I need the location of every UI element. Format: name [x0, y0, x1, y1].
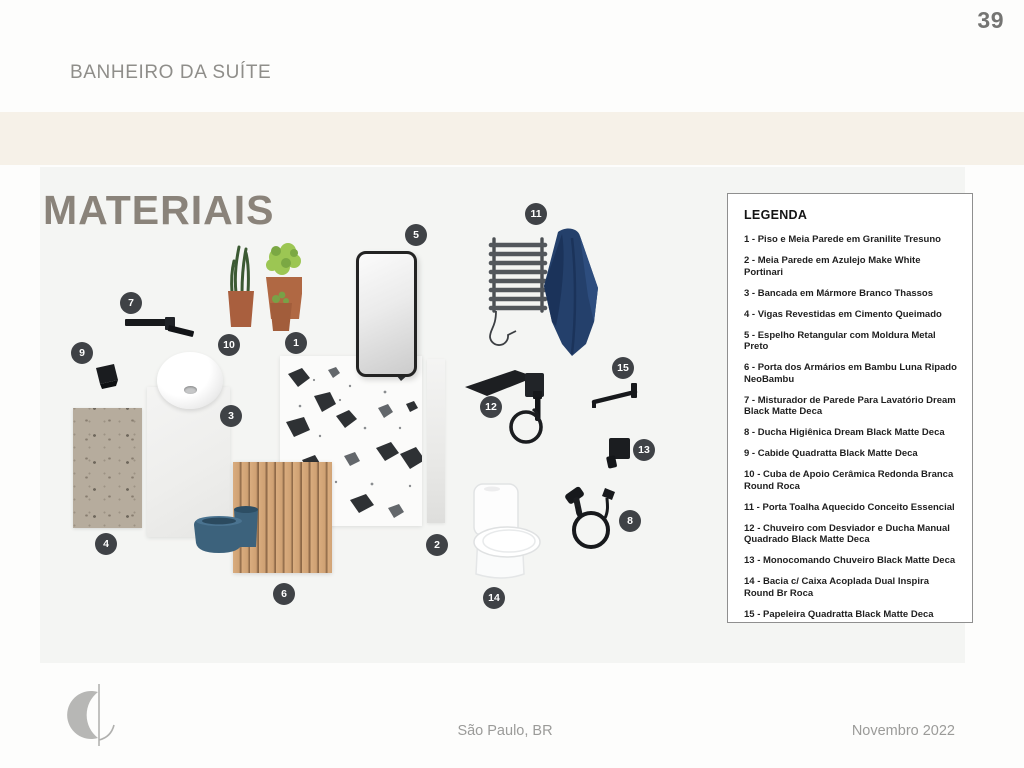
- legend-item: 12 - Chuveiro com Desviador e Ducha Manual Quadrado Black Matte Deca: [744, 522, 950, 545]
- legend-item: 6 - Porta dos Armários em Bambu Luna Ripado NeoBambu: [744, 362, 957, 385]
- badge-13: 13: [633, 439, 655, 461]
- legend-item: 9 - Cabide Quadratta Black Matte Deca: [744, 448, 918, 459]
- shower-set-icon: [463, 365, 555, 447]
- footer-location: São Paulo, BR: [457, 723, 553, 739]
- round-basin-icon: [157, 352, 223, 409]
- page-number: 39: [977, 7, 1004, 33]
- badge-12: 12: [480, 396, 502, 418]
- legend-title: LEGENDA: [744, 208, 808, 222]
- legend-item: 3 - Bancada em Mármore Branco Thassos: [744, 287, 934, 299]
- badge-9: 9: [71, 342, 93, 364]
- studio-logo-icon: [62, 684, 122, 748]
- towel-bar-icon: [591, 382, 641, 408]
- section-title: BANHEIRO DA SUÍTE: [70, 62, 272, 83]
- legend-item: 4 - Vigas Revestidas em Cimento Queimado: [744, 308, 942, 320]
- legend-item: 8 - Ducha Higiênica Dream Black Matte Deca: [744, 427, 945, 438]
- blue-vessels-icon: [192, 503, 264, 555]
- footer-date: Novembro 2022: [851, 723, 955, 739]
- legend-item: 1 - Piso e Meia Parede em Granilite Tresuno: [744, 234, 941, 245]
- coat-hook-icon: [92, 360, 122, 390]
- badge-10: 10: [218, 334, 240, 356]
- badge-3: 3: [220, 405, 242, 427]
- legend-item: 7 - Misturador de Parede Para Lavatório Dream Black Matte Deca: [744, 394, 956, 417]
- legend-item: 15 - Papeleira Quadratta Black Matte Deca: [744, 608, 934, 620]
- bidet-sprayer-icon: [563, 486, 619, 556]
- toilet-icon: [462, 482, 547, 582]
- white-tile-sample: [427, 359, 445, 523]
- legend-item: 2 - Meia Parede em Azulejo Make White Portinari: [744, 255, 921, 278]
- badge-8: 8: [619, 510, 641, 532]
- wall-faucet-icon: [125, 313, 195, 349]
- badge-11: 11: [525, 203, 547, 225]
- legend-item: 13 - Monocomando Chuveiro Black Matte Deca: [744, 555, 956, 566]
- legend-item: 14 - Bacia c/ Caixa Acoplada Dual Inspira Round Br Roca: [744, 576, 929, 599]
- badge-1: 1: [285, 332, 307, 354]
- mirror-icon: [356, 251, 417, 377]
- moodboard: [40, 167, 965, 663]
- badge-4: 4: [95, 533, 117, 555]
- legend-item: 11 - Porta Toalha Aquecido Conceito Essencial: [744, 501, 955, 513]
- badge-7: 7: [120, 292, 142, 314]
- cream-band: [0, 112, 1024, 165]
- basin-drain-icon: [184, 386, 197, 394]
- badge-2: 2: [426, 534, 448, 556]
- board-title: MATERIAIS: [43, 187, 275, 233]
- shower-valve-icon: [606, 436, 632, 470]
- legend-item: 10 - Cuba de Apoio Cerâmica Redonda Branca Round Roca: [744, 469, 954, 492]
- legend-panel: [727, 193, 973, 623]
- navy-towel-icon: [532, 226, 604, 361]
- legend-item: 5 - Espelho Retangular com Moldura Metal Preto: [744, 329, 936, 352]
- plants-icon: [220, 235, 302, 332]
- badge-5: 5: [405, 224, 427, 246]
- badge-14: 14: [483, 587, 505, 609]
- badge-15: 15: [612, 357, 634, 379]
- concrete-sample: [73, 408, 142, 528]
- badge-6: 6: [273, 583, 295, 605]
